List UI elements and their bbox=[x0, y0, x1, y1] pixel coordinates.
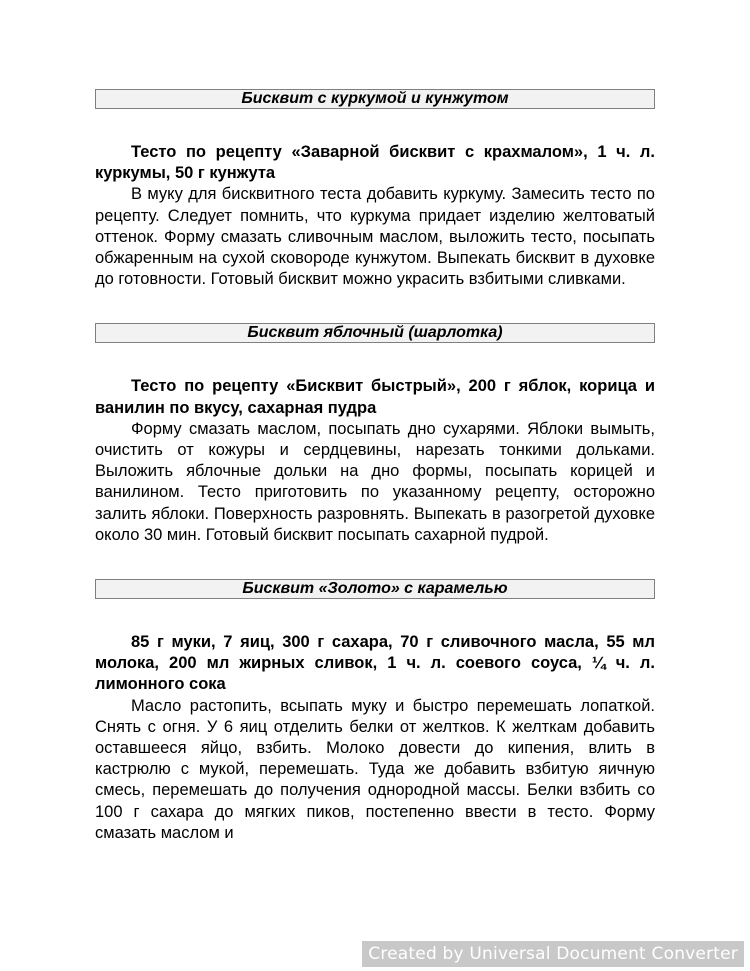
recipe-section-turmeric bbox=[95, 89, 655, 290]
recipe-instructions: Форму смазать маслом, посыпать дно сухарями. Яблоки вымыть, очистить от кожуры и сердцевины, нарезать тонкими дольками. Выложить яблочные дольки на дно формы, посыпать корицей и ванилином. Тесто приготовить по указанному рецепту, осторожно залить яблоки. Поверхность разровнять. Выпекать в разогретой духовке около 30 мин. Готовый бисквит посыпать сахарной пудрой. bbox=[95, 419, 655, 544]
recipe-section-gold bbox=[95, 579, 655, 844]
recipe-instructions: Масло растопить, всыпать муку и быстро перемешать лопаткой. Снять с огня. У 6 яиц отделить белки от желтков. К желткам добавить оставшееся яйцо, взбить. Молоко довести до кипения, влить в кастрюлю с мукой, перемешать. Туда же добавить взбитую яичную смесь, перемешать до получения однородной массы. Белки взбить со 100 г сахара до мягких пиков, постепенно ввести в тесто. Форму смазать маслом и bbox=[95, 696, 655, 842]
document-page bbox=[95, 89, 655, 844]
recipe-title: Бисквит «Золото» с карамелью bbox=[95, 579, 655, 599]
recipe-ingredients: Тесто по рецепту «Бисквит быстрый», 200 г яблок, корица и ванилин по вкусу, сахарная пудра bbox=[95, 377, 655, 417]
section-spacer bbox=[95, 290, 655, 323]
recipe-title: Бисквит с куркумой и кунжутом bbox=[95, 89, 655, 109]
recipe-section-apple bbox=[95, 323, 655, 546]
section-spacer bbox=[95, 546, 655, 579]
recipe-instructions: В муку для бисквитного теста добавить куркуму. Замесить тесто по рецепту. Следует помнить, что куркума придает изделию желтоватый оттенок. Форму смазать сливочным маслом, выложить тесто, посыпать обжаренным на сухой сковороде кунжутом. Выпекать бисквит в духовке до готовности. Готовый бисквит можно украсить взбитыми сливками. bbox=[95, 185, 655, 289]
recipe-ingredients: Тесто по рецепту «Заварной бисквит с крахмалом», 1 ч. л. куркумы, 50 г кунжута bbox=[95, 143, 655, 183]
converter-watermark: Created by Universal Document Converter bbox=[362, 941, 744, 967]
recipe-title: Бисквит яблочный (шарлотка) bbox=[95, 323, 655, 343]
recipe-ingredients: 85 г муки, 7 яиц, 300 г сахара, 70 г сливочного масла, 55 мл молока, 200 мл жирных сливок, 1 ч. л. соевого соуса, ¼ ч. л. лимонного сока bbox=[95, 633, 655, 694]
